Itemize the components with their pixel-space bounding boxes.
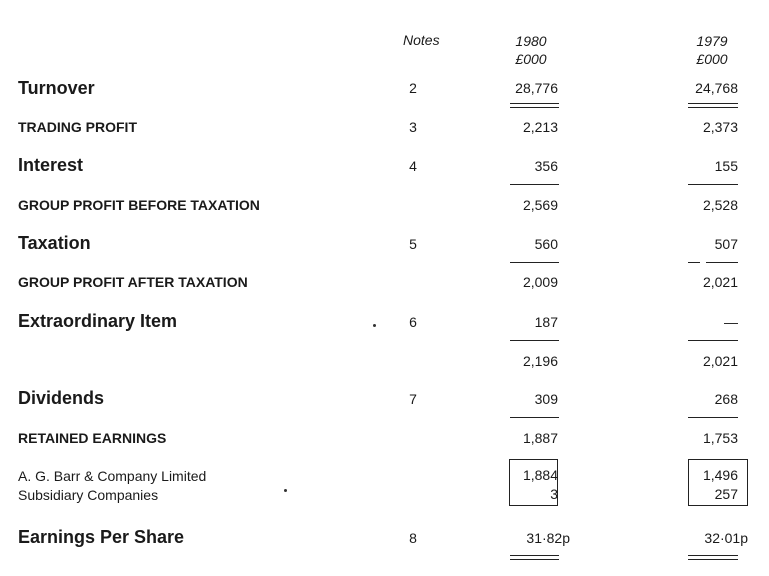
- trading-profit-label: TRADING PROFIT: [18, 119, 137, 135]
- stray-mark: [284, 489, 287, 492]
- eps-1980: 31·82p: [526, 530, 570, 546]
- trading-profit-1979: 2,373: [702, 119, 738, 135]
- split-labels: [18, 467, 206, 505]
- dividends-1980: 309: [534, 391, 558, 407]
- trading-profit-note: 3: [409, 119, 417, 135]
- subtotal-1979: 2,021: [702, 353, 738, 369]
- profit-after-tax-label: GROUP PROFIT AFTER TAXATION: [18, 274, 248, 290]
- turnover-1980-double-rule: [510, 103, 559, 108]
- barr-1980: 1,884: [522, 467, 558, 483]
- year-1979-header: [686, 32, 738, 68]
- dividends-label: Dividends: [18, 388, 105, 408]
- dividends-1979: 268: [714, 391, 738, 407]
- subsidiaries-1980: 3: [550, 486, 558, 502]
- eps-label: Earnings Per Share: [18, 527, 185, 547]
- unit-1979-label: £000: [696, 51, 728, 67]
- interest-note: 4: [409, 158, 417, 174]
- interest-1980: 356: [534, 158, 558, 174]
- eps-1980-double-rule: [510, 555, 559, 560]
- retained-earnings-1980: 1,887: [522, 430, 558, 446]
- eps-note: 8: [409, 530, 417, 546]
- year-1979-label: 1979: [696, 33, 728, 49]
- barr-label: A. G. Barr & Company Limited: [18, 468, 207, 484]
- taxation-1980: 560: [534, 236, 558, 252]
- turnover-1979: 24,768: [695, 80, 738, 96]
- barr-1979: 1,496: [702, 467, 738, 483]
- taxation-note: 5: [409, 236, 417, 252]
- year-1980-label: 1980: [515, 33, 547, 49]
- extraordinary-1980-rule: [510, 340, 559, 341]
- dividends-1980-rule: [510, 417, 559, 418]
- subsidiaries-label: Subsidiary Companies: [18, 487, 159, 503]
- taxation-1979-rule-left: [688, 262, 700, 263]
- year-1980-header: [505, 32, 557, 68]
- subsidiaries-1979: 257: [714, 486, 738, 502]
- notes-header: Notes: [403, 32, 440, 48]
- profit-after-tax-1980: 2,009: [522, 274, 558, 290]
- taxation-1980-rule: [510, 262, 559, 263]
- unit-1980-label: £000: [515, 51, 547, 67]
- interest-label: Interest: [18, 155, 84, 175]
- retained-earnings-1979: 1,753: [702, 430, 738, 446]
- interest-1979: 155: [714, 158, 738, 174]
- turnover-1979-double-rule: [688, 103, 738, 108]
- eps-1979: 32·01p: [704, 530, 748, 546]
- extraordinary-item-1980: 187: [534, 314, 558, 330]
- turnover-1980: 28,776: [515, 80, 558, 96]
- retained-earnings-label: RETAINED EARNINGS: [18, 430, 167, 446]
- profit-before-tax-1980: 2,569: [522, 197, 558, 213]
- extraordinary-1979-rule: [688, 340, 738, 341]
- interest-1979-rule: [688, 184, 738, 185]
- stray-mark: [373, 324, 376, 327]
- profit-before-tax-1979: 2,528: [702, 197, 738, 213]
- extraordinary-item-note: 6: [409, 314, 417, 330]
- turnover-label: Turnover: [18, 78, 95, 98]
- extraordinary-item-1979: —: [724, 314, 738, 330]
- extraordinary-item-label: Extraordinary Item: [18, 311, 178, 331]
- taxation-1979-rule-right: [706, 262, 738, 263]
- turnover-note: 2: [409, 80, 417, 96]
- dividends-1979-rule: [688, 417, 738, 418]
- dividends-note: 7: [409, 391, 417, 407]
- subtotal-1980: 2,196: [522, 353, 558, 369]
- profit-before-tax-label: GROUP PROFIT BEFORE TAXATION: [18, 197, 260, 213]
- profit-after-tax-1979: 2,021: [702, 274, 738, 290]
- trading-profit-1980: 2,213: [522, 119, 558, 135]
- eps-1979-double-rule: [688, 555, 738, 560]
- taxation-1979: 507: [714, 236, 738, 252]
- interest-1980-rule: [510, 184, 559, 185]
- taxation-label: Taxation: [18, 233, 91, 253]
